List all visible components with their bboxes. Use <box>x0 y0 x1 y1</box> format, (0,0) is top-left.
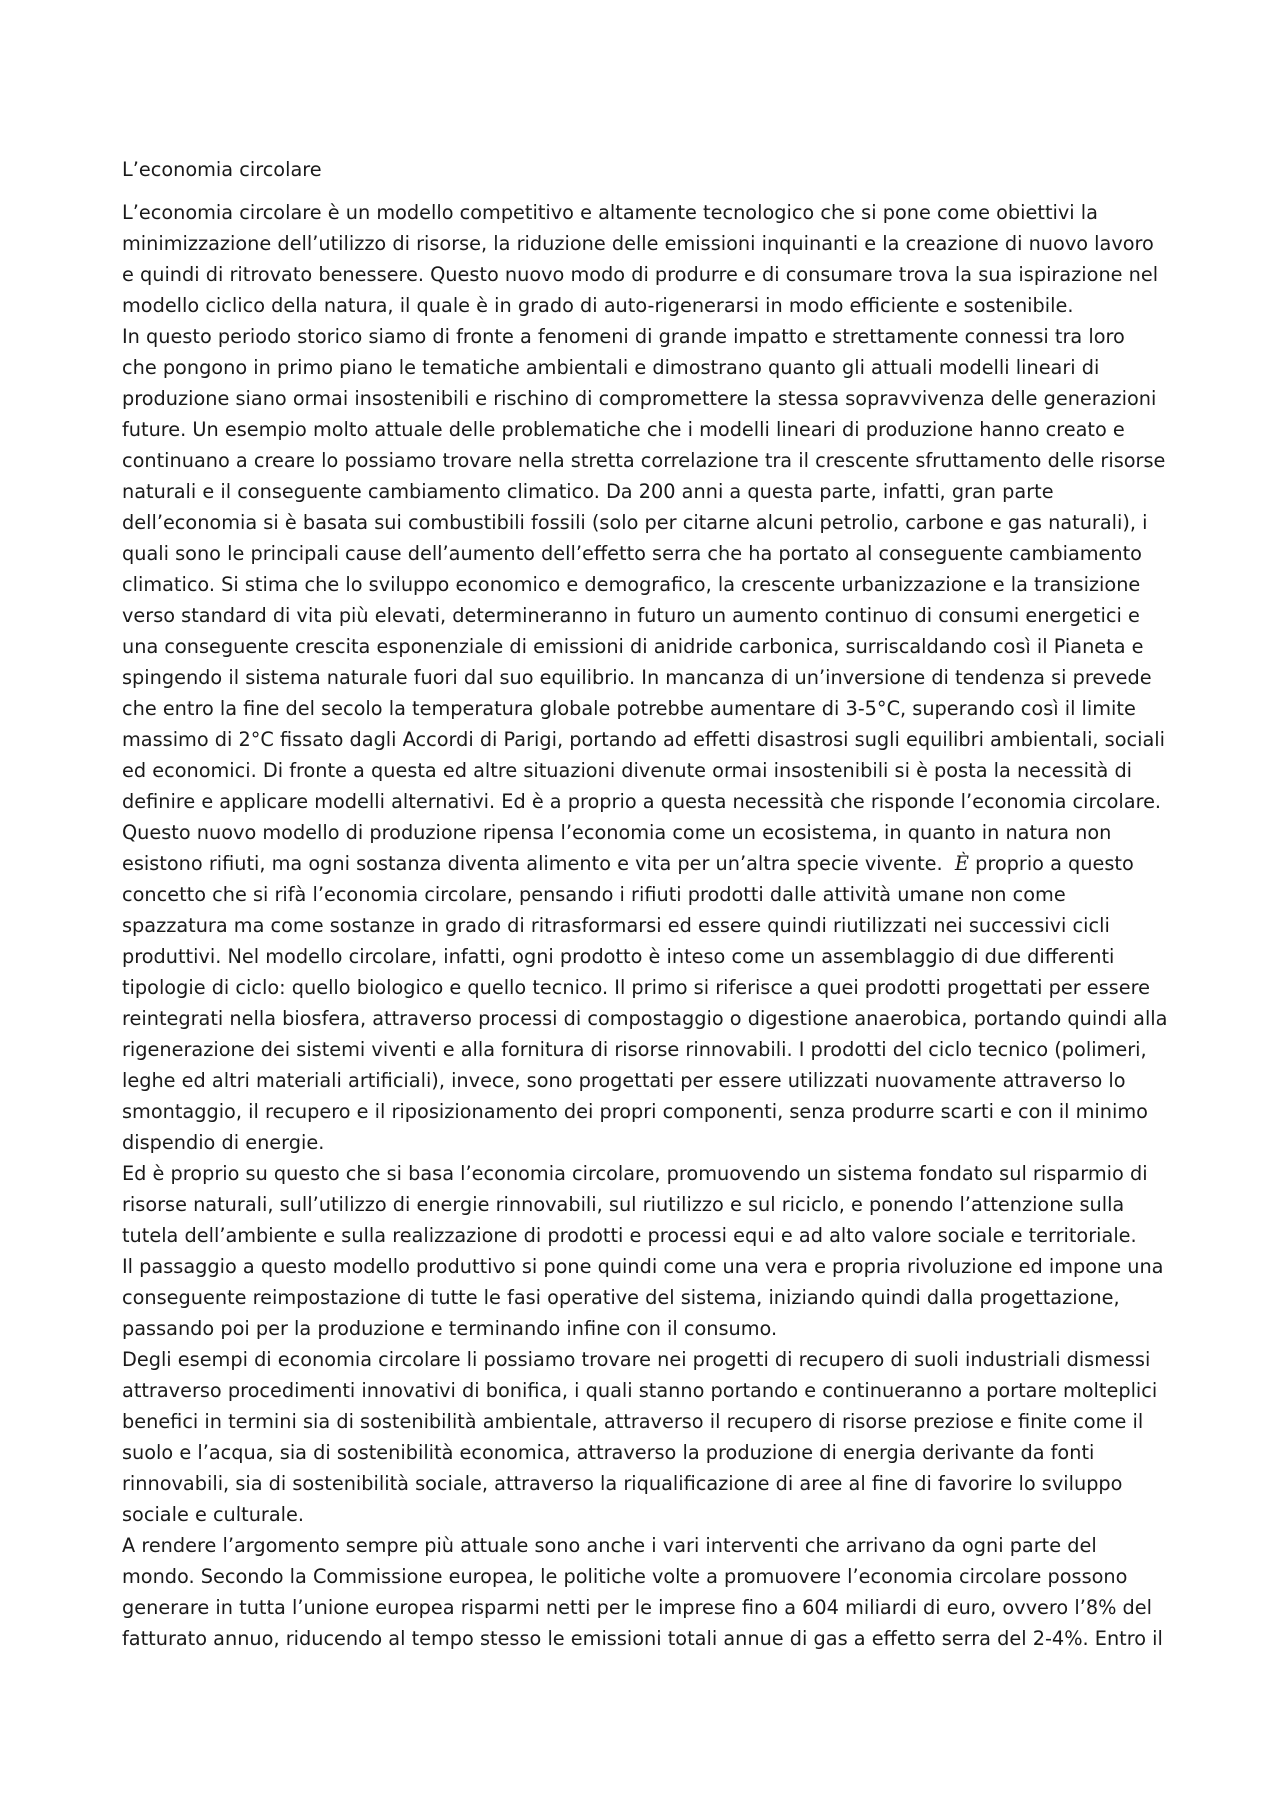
text-line <box>122 1530 1162 1561</box>
text-line-content: dispendio di energie. <box>122 1131 325 1154</box>
paragraph <box>122 1251 1162 1344</box>
text-line-content: mondo. Secondo la Commissione europea, le politiche volte a promuovere l’economia circolare possono <box>122 1565 1128 1588</box>
paragraph <box>122 1530 1162 1654</box>
text-line <box>122 724 1166 755</box>
text-line <box>122 786 1162 817</box>
text-line-content: passando poi per la produzione e terminando infine con il consumo. <box>122 1317 778 1340</box>
text-line <box>122 1406 1162 1437</box>
text-line <box>122 1127 1162 1158</box>
text-line-content: verso standard di vita più elevati, determineranno in futuro un aumento continuo di consumi energetici e <box>122 604 1140 627</box>
text-line-content: definire e applicare modelli alternativi. Ed è a proprio a questa necessità che risponde l’economia circolare. <box>122 790 1162 813</box>
text-line-content: attraverso procedimenti innovativi di bonifica, i quali stanno portando e continueranno a portare molteplici <box>122 1379 1158 1402</box>
paragraph <box>122 1158 1162 1251</box>
text-line <box>122 1344 1162 1375</box>
text-line-tail: proprio a questo <box>968 852 1134 875</box>
text-line-content: spingendo il sistema naturale fuori dal suo equilibrio. In mancanza di un’inversione di tendenza si prevede <box>122 666 1152 689</box>
text-line <box>122 352 1162 383</box>
text-line-content: climatico. Si stima che lo sviluppo economico e demografico, la crescente urbanizzazione e la transizione <box>122 573 1141 596</box>
text-line <box>122 755 1162 786</box>
text-line-content: benefici in termini sia di sostenibilità ambientale, attraverso il recupero di risorse preziose e finite come il <box>122 1410 1144 1433</box>
text-line-content: esistono rifiuti, ma ogni sostanza diventa alimento e vita per un’altra specie vivente. <box>122 852 943 875</box>
text-line <box>122 1468 1162 1499</box>
text-line-content: conseguente reimpostazione di tutte le fasi operative del sistema, iniziando quindi dalla progettazione, <box>122 1286 1120 1309</box>
text-line-content: smontaggio, il recupero e il riposizionamento dei propri componenti, senza produrre scarti e con il minimo <box>122 1100 1148 1123</box>
text-line-content: Ed è proprio su questo che si basa l’economia circolare, promuovendo un sistema fondato sul risparmio di <box>122 1162 1148 1185</box>
text-line <box>122 1003 1168 1034</box>
text-line <box>122 1592 1162 1623</box>
text-line-content: reintegrati nella biosfera, attraverso processi di compostaggio o digestione anaerobica, portando quindi alla <box>122 1007 1168 1030</box>
text-line-content: generare in tutta l’unione europea risparmi netti per le imprese fino a 604 miliardi di euro, ovvero l’8% del <box>122 1596 1152 1619</box>
text-line <box>122 507 1162 538</box>
paragraph <box>122 197 1162 321</box>
text-line-content: future. Un esempio molto attuale delle problematiche che i modelli lineari di produzione hanno creato e <box>122 418 1125 441</box>
text-line <box>122 414 1162 445</box>
text-line <box>122 1499 1162 1530</box>
text-line <box>122 1313 1162 1344</box>
text-line <box>122 848 1162 879</box>
text-line-content: e quindi di ritrovato benessere. Questo nuovo modo di produrre e di consumare trova la sua ispirazione nel <box>122 263 1159 286</box>
text-line-content: spazzatura ma come sostanze in grado di ritrasformarsi ed essere quindi riutilizzati nei successivi cicli <box>122 914 1110 937</box>
text-line <box>122 569 1162 600</box>
text-line-content: che pongono in primo piano le tematiche ambientali e dimostrano quanto gli attuali modelli lineari di <box>122 356 1100 379</box>
text-line-content: Questo nuovo modello di produzione ripensa l’economia come un ecosistema, in quanto in natura non <box>122 821 1112 844</box>
text-line <box>122 1561 1162 1592</box>
text-line-content: tipologie di ciclo: quello biologico e quello tecnico. Il primo si riferisce a quei prodotti progettati per essere <box>122 976 1150 999</box>
text-line-content: minimizzazione dell’utilizzo di risorse, la riduzione delle emissioni inquinanti e la creazione di nuovo lavoro <box>122 232 1154 255</box>
text-line-content: produzione siano ormai insostenibili e rischino di compromettere la stessa sopravvivenza delle generazioni <box>122 387 1157 410</box>
text-line <box>122 1065 1162 1096</box>
text-line <box>122 228 1162 259</box>
text-line <box>122 1251 1162 1282</box>
text-line <box>122 910 1162 941</box>
text-line <box>122 693 1162 724</box>
text-line <box>122 290 1162 321</box>
text-line <box>122 197 1162 228</box>
text-line-content: massimo di 2°C fissato dagli Accordi di Parigi, portando ad effetti disastrosi sugli equilibri ambientali, sociali <box>122 728 1166 751</box>
capital-e-glyph: È <box>954 852 969 875</box>
text-line-content: tutela dell’ambiente e sulla realizzazione di prodotti e processi equi e ad alto valore sociale e territoriale. <box>122 1224 1137 1247</box>
text-line <box>122 476 1162 507</box>
text-line <box>122 972 1162 1003</box>
text-line-content: A rendere l’argomento sempre più attuale sono anche i vari interventi che arrivano da ogni parte del <box>122 1534 1097 1557</box>
text-line <box>122 941 1162 972</box>
document-page <box>122 154 1168 1654</box>
text-line <box>122 1189 1162 1220</box>
text-line <box>122 1375 1162 1406</box>
text-line-content: L’economia circolare è un modello competitivo e altamente tecnologico che si pone come obiettivi la <box>122 201 1098 224</box>
text-line <box>122 538 1162 569</box>
text-line-content: rinnovabili, sia di sostenibilità sociale, attraverso la riqualificazione di aree al fine di favorire lo sviluppo <box>122 1472 1123 1495</box>
text-line-content: una conseguente crescita esponenziale di emissioni di anidride carbonica, surriscaldando così il Pianeta e <box>122 635 1144 658</box>
text-line-content: rigenerazione dei sistemi viventi e alla fornitura di risorse rinnovabili. I prodotti del ciclo tecnico (polimeri, <box>122 1038 1147 1061</box>
text-line <box>122 1034 1162 1065</box>
text-line <box>122 1437 1162 1468</box>
text-line-content: ed economici. Di fronte a questa ed altre situazioni divenute ormai insostenibili si è posta la necessità di <box>122 759 1133 782</box>
text-line <box>122 1158 1162 1189</box>
paragraph <box>122 321 1168 1158</box>
text-line-content: leghe ed altri materiali artificiali), invece, sono progettati per essere utilizzati nuovamente attraverso lo <box>122 1069 1126 1092</box>
text-line <box>122 259 1162 290</box>
text-line-content: quali sono le principali cause dell’aumento dell’effetto serra che ha portato al conseguente cambiamento <box>122 542 1142 565</box>
text-line <box>122 1096 1162 1127</box>
text-line <box>122 1282 1162 1313</box>
text-line <box>122 321 1162 352</box>
document-body <box>122 197 1168 1654</box>
text-line-content: risorse naturali, sull’utilizzo di energie rinnovabili, sul riutilizzo e sul riciclo, e ponendo l’attenzione sulla <box>122 1193 1125 1216</box>
text-line-content: che entro la fine del secolo la temperatura globale potrebbe aumentare di 3-5°C, superando così il limite <box>122 697 1136 720</box>
text-line-content: fatturato annuo, riducendo al tempo stesso le emissioni totali annue di gas a effetto serra del 2-4%. Entro il <box>122 1627 1163 1650</box>
text-line <box>122 662 1162 693</box>
text-line <box>122 631 1162 662</box>
document-title: L’economia circolare <box>122 158 322 181</box>
text-line-content: suolo e l’acqua, sia di sostenibilità economica, attraverso la produzione di energia derivante da fonti <box>122 1441 1095 1464</box>
paragraph <box>122 1344 1162 1530</box>
text-line <box>122 445 1166 476</box>
text-line-content: In questo periodo storico siamo di fronte a fenomeni di grande impatto e strettamente connessi tra loro <box>122 325 1125 348</box>
text-line-content: naturali e il conseguente cambiamento climatico. Da 200 anni a questa parte, infatti, gran parte <box>122 480 1054 503</box>
text-line-content: Degli esempi di economia circolare li possiamo trovare nei progetti di recupero di suoli industriali dismessi <box>122 1348 1151 1371</box>
text-line <box>122 600 1162 631</box>
text-line <box>122 1623 1162 1654</box>
text-line-content: modello ciclico della natura, il quale è in grado di auto-rigenerarsi in modo efficiente e sostenibile. <box>122 294 1074 317</box>
text-line-content: produttivi. Nel modello circolare, infatti, ogni prodotto è inteso come un assemblaggio di due differenti <box>122 945 1115 968</box>
text-line <box>122 383 1162 414</box>
text-line <box>122 1220 1162 1251</box>
text-line-content: Il passaggio a questo modello produttivo si pone quindi come una vera e propria rivoluzione ed impone una <box>122 1255 1164 1278</box>
text-line <box>122 817 1162 848</box>
text-line-content: sociale e culturale. <box>122 1503 305 1526</box>
text-line-content: concetto che si rifà l’economia circolare, pensando i rifiuti prodotti dalle attività umane non come <box>122 883 1066 906</box>
text-line-content: dell’economia si è basata sui combustibili fossili (solo per citarne alcuni petrolio, carbone e gas naturali), i <box>122 511 1148 534</box>
text-line-content: continuano a creare lo possiamo trovare nella stretta correlazione tra il crescente sfruttamento delle risorse <box>122 449 1166 472</box>
text-line <box>122 879 1162 910</box>
